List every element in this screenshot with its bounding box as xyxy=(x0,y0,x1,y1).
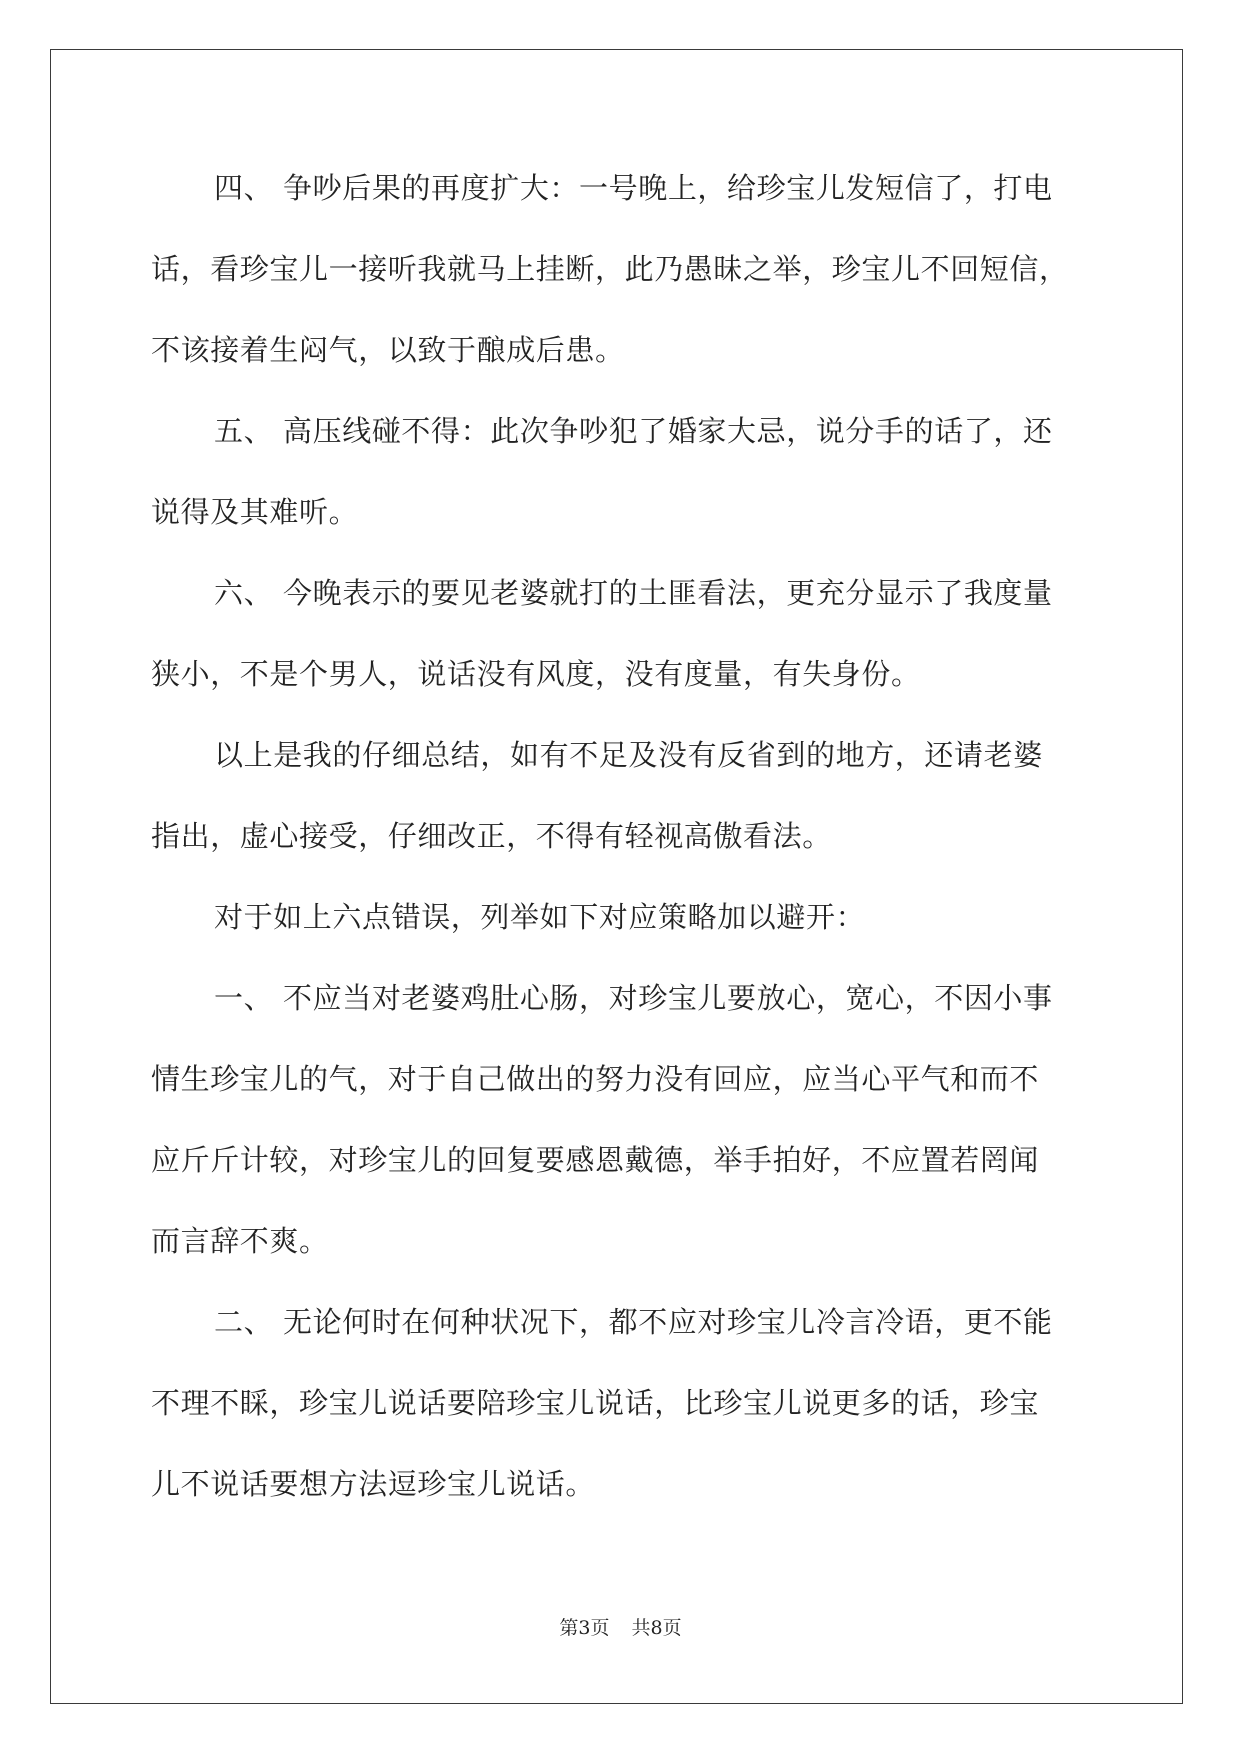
text-line: 而言辞不爽。 xyxy=(151,1224,329,1258)
text-line: 六、 今晚表示的要见老婆就打的土匪看法，更充分显示了我度量 xyxy=(214,576,1053,610)
text-line: 五、 高压线碰不得：此次争吵犯了婚家大忌，说分手的话了，还 xyxy=(214,414,1053,448)
paragraph-summary xyxy=(151,729,1111,891)
text-line: 一、 不应当对老婆鸡肚心肠，对珍宝儿要放心，宽心，不因小事 xyxy=(214,981,1053,1015)
text-line: 对于如上六点错误，列举如下对应策略加以避开： xyxy=(214,900,866,934)
text-line: 二、 无论何时在何种状况下，都不应对珍宝儿冷言冷语，更不能 xyxy=(214,1305,1053,1339)
text-line: 四、 争吵后果的再度扩大：一号晚上，给珍宝儿发短信了，打电 xyxy=(214,171,1053,205)
text-line: 情生珍宝儿的气，对于自己做出的努力没有回应，应当心平气和而不 xyxy=(151,1062,1040,1096)
paragraph-6 xyxy=(151,567,1111,729)
paragraph-4 xyxy=(151,162,1111,405)
paragraph-strategy-1 xyxy=(151,972,1111,1296)
paragraph-strategy-2 xyxy=(151,1296,1111,1539)
text-line: 狭小，不是个男人，说话没有风度，没有度量，有失身份。 xyxy=(151,657,921,691)
text-line: 应斤斤计较，对珍宝儿的回复要感恩戴德，举手拍好，不应置若罔闻 xyxy=(151,1143,1040,1177)
text-line: 不该接着生闷气，以致于酿成后患。 xyxy=(151,333,625,367)
page-footer xyxy=(0,1613,1241,1640)
document-body xyxy=(151,162,1111,1539)
page-number: 第3页 xyxy=(559,1617,610,1639)
page-total: 共8页 xyxy=(631,1617,682,1639)
text-line: 以上是我的仔细总结，如有不足及没有反省到的地方，还请老婆 xyxy=(214,738,1043,772)
text-line: 不理不睬，珍宝儿说话要陪珍宝儿说话，比珍宝儿说更多的话，珍宝 xyxy=(151,1386,1040,1420)
text-line: 话，看珍宝儿一接听我就马上挂断，此乃愚昧之举，珍宝儿不回短信， xyxy=(151,252,1069,286)
text-line: 指出，虚心接受，仔细改正，不得有轻视高傲看法。 xyxy=(151,819,832,853)
paragraph-strategy-intro xyxy=(151,891,1111,972)
text-line: 说得及其难听。 xyxy=(151,495,359,529)
text-line: 儿不说话要想方法逗珍宝儿说话。 xyxy=(151,1467,596,1501)
paragraph-5 xyxy=(151,405,1111,567)
